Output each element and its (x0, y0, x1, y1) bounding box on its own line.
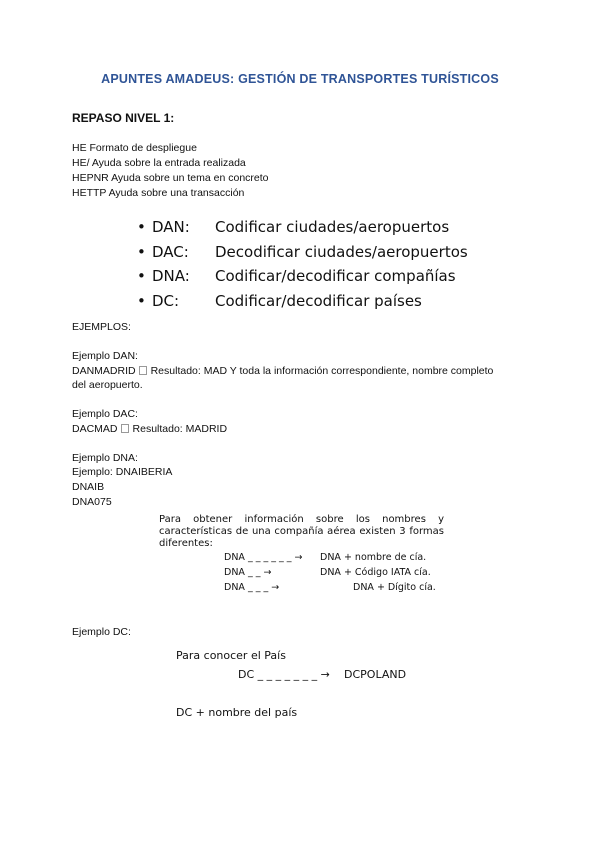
example-dan-label: Ejemplo DAN: (72, 350, 138, 362)
dna-form-input: DNA _ _ _ → (224, 582, 280, 593)
command-description: Codificar/decodificar países (215, 291, 422, 310)
command-description: Codificar ciudades/aeropuertos (215, 218, 450, 236)
example-dan-result: Resultado: MAD Y toda la información correspondiente, nombre completo (150, 365, 494, 377)
example-dna-line: DNAIB (72, 481, 105, 493)
help-line: HETTP Ayuda sobre una transacción (72, 187, 245, 199)
example-dac-command: DACMAD (72, 423, 118, 435)
checkbox-icon (121, 424, 129, 433)
dc-input: DC _ _ _ _ _ _ _ → (238, 668, 330, 681)
example-dac-line (72, 422, 227, 437)
dna-form-output: DNA + Código IATA cía. (320, 567, 431, 578)
command-code: DNA: (152, 267, 190, 285)
command-description: Decodificar ciudades/aeropuertos (215, 242, 468, 261)
bullet-icon: • (137, 291, 146, 310)
command-description: Codificar/decodificar compañías (215, 267, 456, 285)
dna-form-output: DNA + Dígito cía. (353, 582, 436, 593)
help-line: HEPNR Ayuda sobre un tema en concreto (72, 172, 269, 184)
dc-output: DCPOLAND (344, 668, 407, 681)
dna-form-input: DNA _ _ _ _ _ _ → (224, 552, 303, 563)
example-dan-command: DANMADRID (72, 365, 136, 377)
help-list (72, 141, 269, 201)
bullet-icon: • (137, 242, 146, 261)
example-dna-line: DNA075 (72, 496, 112, 508)
bullet-icon: • (137, 267, 146, 285)
dna-form-output: DNA + nombre de cía. (320, 552, 427, 563)
example-dna-label: Ejemplo DNA: (72, 452, 138, 464)
example-dan-line (72, 364, 493, 379)
help-line: HE Formato de despliegue (72, 142, 197, 154)
dna-info-paragraph: Para obtener información sobre los nombres y características de una compañía aérea existen 3 formas diferentes: (159, 514, 444, 549)
examples-heading: EJEMPLOS: (72, 321, 131, 333)
example-dan-result-cont: del aeropuerto. (72, 379, 143, 391)
example-dac-result: Resultado: MADRID (132, 423, 228, 435)
example-dna-line: Ejemplo: DNAIBERIA (72, 466, 173, 478)
command-code: DAC: (152, 242, 189, 261)
dna-form-input: DNA _ _ → (224, 567, 272, 578)
command-code: DC: (152, 291, 180, 310)
section-title: REPASO NIVEL 1: (72, 111, 175, 125)
dc-note: DC + nombre del país (176, 706, 298, 719)
page-title: APUNTES AMADEUS: GESTIÓN DE TRANSPORTES TURÍSTICOS (101, 72, 499, 86)
bullet-icon: • (137, 218, 146, 236)
dc-intro: Para conocer el País (176, 649, 286, 662)
example-dac-label: Ejemplo DAC: (72, 408, 138, 420)
example-dc-label: Ejemplo DC: (72, 626, 131, 638)
help-line: HE/ Ayuda sobre la entrada realizada (72, 157, 246, 169)
checkbox-icon (139, 366, 147, 375)
command-code: DAN: (152, 218, 190, 236)
